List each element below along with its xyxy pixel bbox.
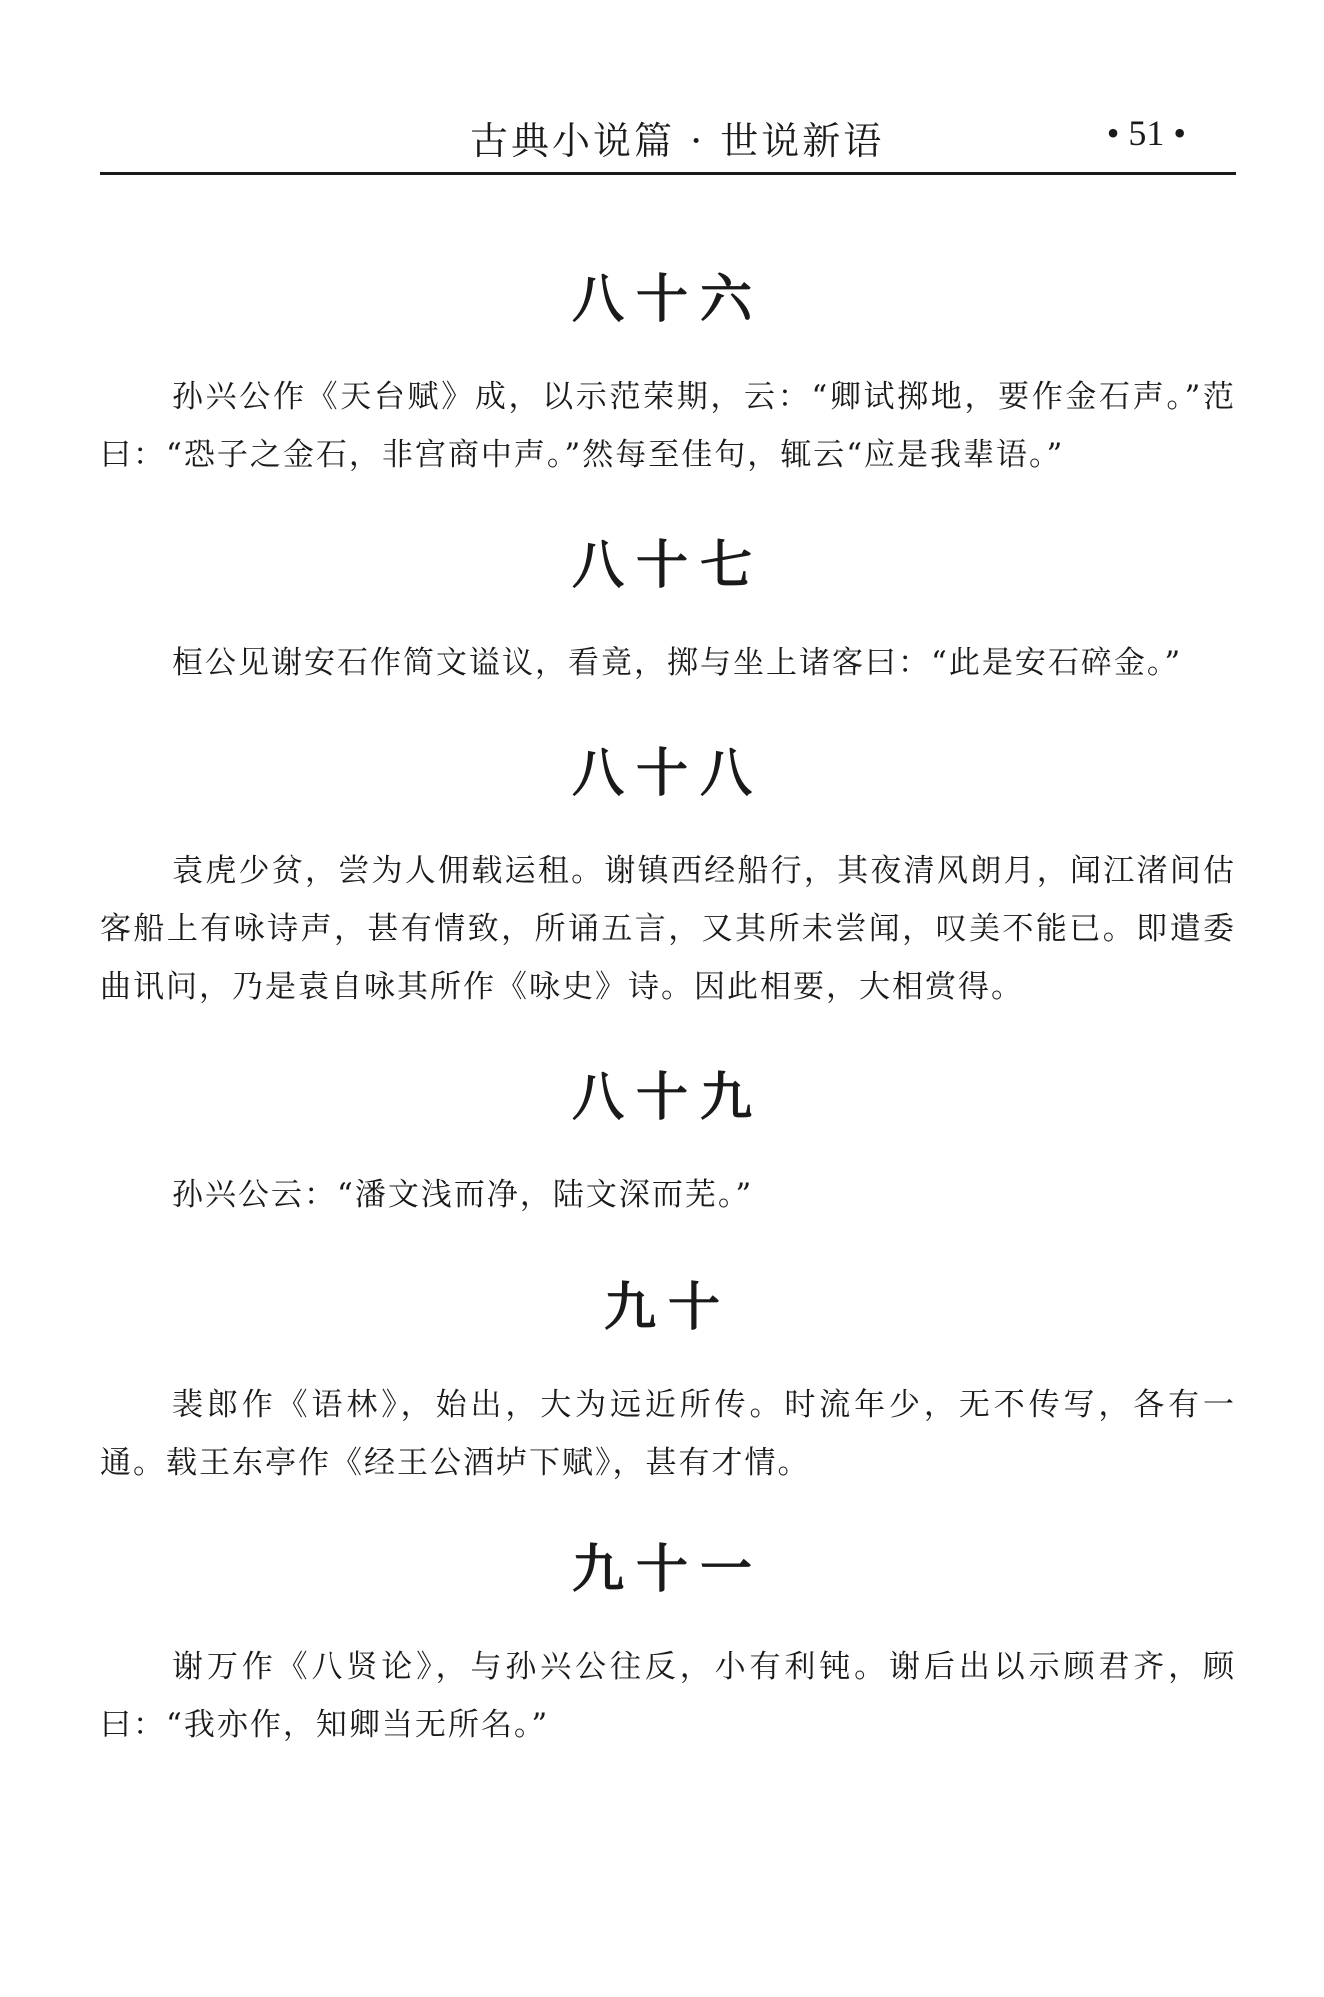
section-heading: 八十七 [571, 536, 764, 596]
section-text: 袁虎少贫，尝为人佣载运租。谢镇西经船行，其夜清风朗月，闻江渚间估客船上有咏诗声，甚有情致，所诵五言，又其所未尝闻，叹美不能已。即遣委曲讯问，乃是袁自咏其所作《咏史》诗。因此相要，大相赏得。 [100, 853, 1236, 1005]
section-text: 谢万作《八贤论》，与孙兴公往反，小有利钝。谢后出以示顾君齐，顾曰：“我亦作，知卿当无所名。” [100, 1649, 1236, 1743]
section-text: 孙兴公作《天台赋》成，以示范荣期，云：“卿试掷地，要作金石声。”范曰：“恐子之金石，非宫商中声。”然每至佳句，辄云“应是我辈语。” [100, 379, 1236, 473]
page-number: • 51 • [1106, 113, 1186, 153]
section-text: 裴郎作《语林》，始出，大为远近所传。时流年少，无不传写，各有一通。载王东亭作《经王公酒垆下赋》，甚有才情。 [100, 1387, 1236, 1481]
section-heading: 八十八 [571, 744, 764, 804]
section-88 [100, 736, 1236, 1016]
section-heading: 九十一 [571, 1540, 764, 1600]
section-90 [100, 1270, 1236, 1492]
section-89 [100, 1060, 1236, 1224]
page-header [100, 100, 1236, 175]
section-heading: 八十九 [571, 1068, 764, 1128]
section-heading: 八十六 [571, 270, 764, 330]
running-title: 古典小说篇 · 世说新语 [470, 119, 885, 163]
section-heading: 九十 [603, 1278, 732, 1338]
section-text: 孙兴公云：“潘文浅而净，陆文深而芜。” [172, 1177, 754, 1213]
section-86 [100, 262, 1236, 484]
section-text: 桓公见谢安石作简文谥议，看竟，掷与坐上诸客曰：“此是安石碎金。” [172, 645, 1183, 681]
section-87 [100, 528, 1236, 692]
section-91 [100, 1532, 1236, 1754]
